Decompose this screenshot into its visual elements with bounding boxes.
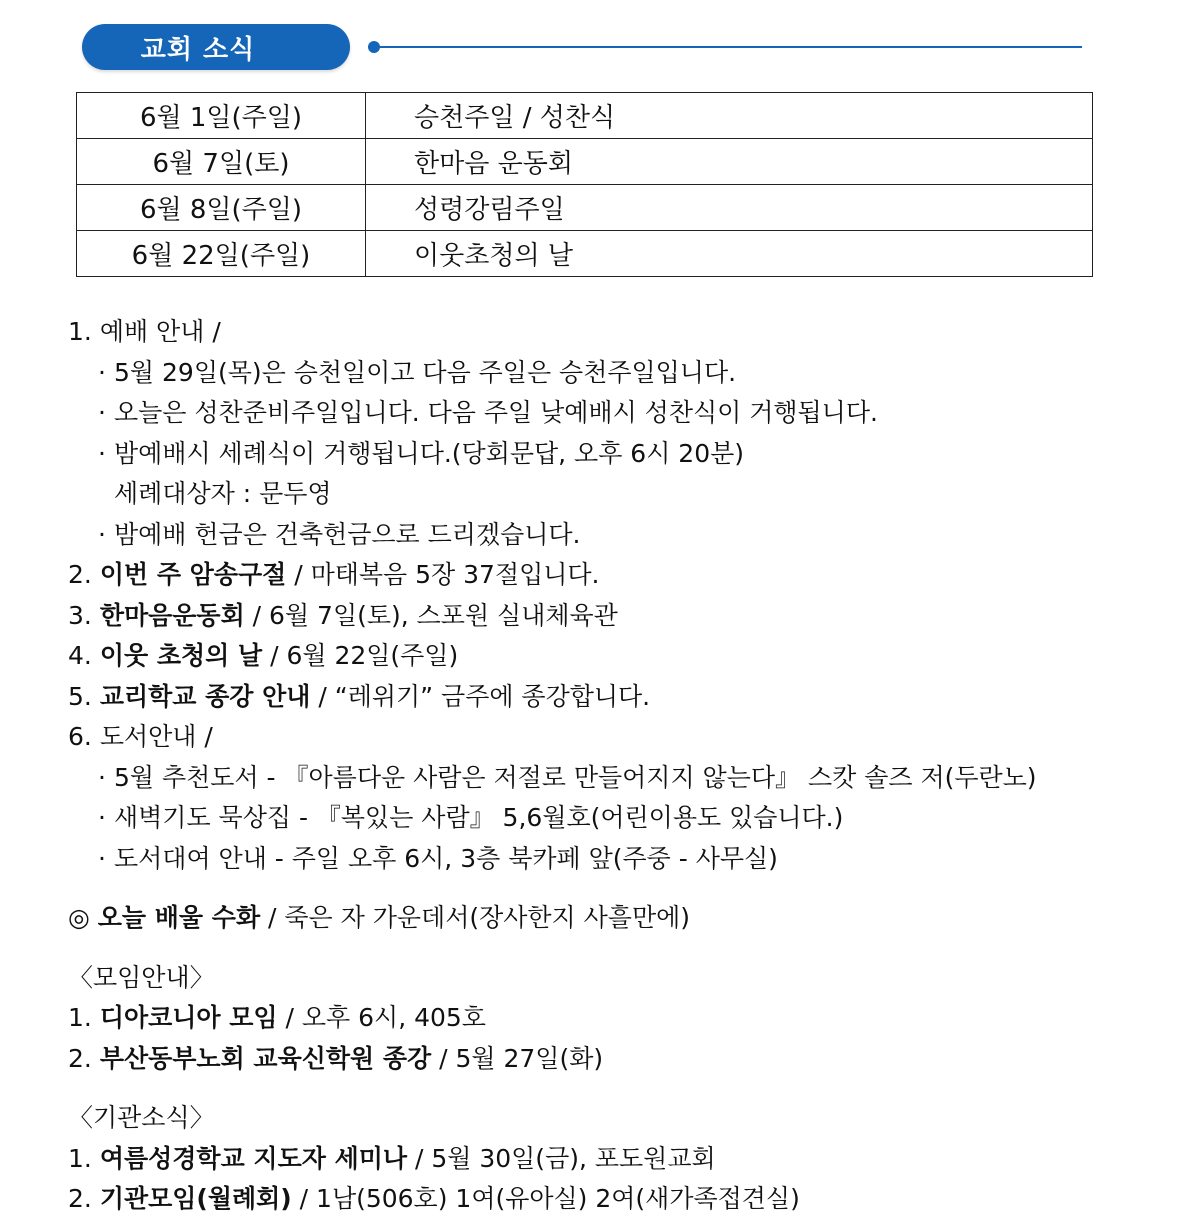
notice-number: 2. — [68, 560, 92, 589]
item-detail: / 1남(506호) 1여(유아실) 2여(새가족접견실) — [291, 1184, 800, 1213]
notices-body — [68, 312, 1037, 1220]
header-divider — [378, 46, 1082, 48]
item-detail: / 5월 27일(화) — [431, 1043, 604, 1073]
schedule-event: 이웃초청의 날 — [366, 231, 1093, 277]
notice-detail: / 6월 7일(토), 스포원 실내체육관 — [244, 600, 618, 630]
notice-1-bullet: · 밤예배시 세례식이 거행됩니다.(당회문답, 오후 6시 20분) — [68, 434, 1037, 475]
hymn-title: 오늘 배울 수화 — [97, 903, 261, 932]
item-number: 1. — [68, 1143, 92, 1173]
meeting-item — [68, 1039, 1037, 1080]
org-news-item — [68, 1179, 1037, 1220]
org-news-item — [68, 1139, 1037, 1180]
schedule-table — [76, 92, 1093, 277]
meetings-heading: 〈모임안내〉 — [68, 962, 215, 992]
meeting-item — [68, 998, 1037, 1039]
notice-number: 4. — [68, 641, 92, 670]
notice-1-bullet: · 밤예배 헌금은 건축헌금으로 드리겠습니다. — [68, 515, 1037, 556]
baptism-candidate: 세례대상자 : 문두영 — [114, 479, 332, 508]
schedule-date: 6월 22일(주일) — [77, 231, 366, 277]
notice-6-heading — [68, 717, 1037, 758]
item-title: 디아코니아 모임 — [99, 1003, 278, 1032]
schedule-event: 한마음 운동회 — [366, 139, 1093, 185]
table-row — [77, 231, 1093, 277]
separator: / — [196, 722, 213, 751]
item-title: 부산동부노회 교육신학원 종강 — [99, 1043, 432, 1073]
notice-title: 예배 안내 — [99, 317, 205, 346]
table-row — [77, 93, 1093, 139]
notice-1-bullet: · 오늘은 성찬준비주일입니다. 다음 주일 낮예배시 성찬식이 거행됩니다. — [68, 393, 1037, 434]
notice-detail: / 마태복음 5장 37절입니다. — [286, 560, 600, 589]
notice-detail: / 6월 22일(주일) — [262, 641, 459, 670]
item-number: 2. — [68, 1184, 92, 1213]
notice-title: 한마음운동회 — [99, 600, 245, 630]
hymn-detail: / 죽은 자 가운데서(장사한지 사흘만에) — [260, 903, 691, 932]
notice-number: 3. — [68, 600, 92, 630]
item-detail: / 5월 30일(금), 포도원교회 — [407, 1143, 716, 1173]
notice-6-bullet: · 새벽기도 묵상집 - 『복있는 사람』 5,6월호(어린이용도 있습니다.) — [68, 798, 1037, 839]
table-row — [77, 185, 1093, 231]
schedule-date: 6월 1일(주일) — [77, 93, 366, 139]
notice-number: 6. — [68, 722, 92, 751]
notice-1-heading — [68, 312, 1037, 353]
notice-2 — [68, 555, 1037, 596]
notice-4 — [68, 636, 1037, 677]
double-circle-icon: ◎ — [68, 903, 90, 932]
section-header — [82, 24, 1092, 72]
schedule-event: 승천주일 / 성찬식 — [366, 93, 1093, 139]
separator: / — [204, 317, 221, 346]
notice-number: 1. — [68, 317, 92, 346]
notice-title: 교리학교 종강 안내 — [99, 681, 311, 711]
notice-title: 이번 주 암송구절 — [99, 560, 287, 589]
table-row — [77, 139, 1093, 185]
section-title: 교회 소식 — [140, 34, 256, 65]
item-number: 2. — [68, 1043, 92, 1073]
schedule-date: 6월 7일(토) — [77, 139, 366, 185]
notice-6-bullet: · 도서대여 안내 - 주일 오후 6시, 3층 북카페 앞(주중 - 사무실) — [68, 839, 1037, 880]
notice-number: 5. — [68, 681, 92, 711]
notice-5 — [68, 677, 1037, 718]
item-title: 기관모임(월례회) — [99, 1184, 292, 1213]
schedule-date: 6월 8일(주일) — [77, 185, 366, 231]
notice-1-bullet: · 5월 29일(목)은 승천일이고 다음 주일은 승천주일입니다. — [68, 353, 1037, 394]
notice-title: 이웃 초청의 날 — [99, 641, 263, 670]
notice-detail: / “레위기” 금주에 종강합니다. — [310, 681, 651, 711]
sign-language-notice — [68, 898, 1037, 939]
section-title-badge — [82, 24, 350, 70]
schedule-event: 성령강림주일 — [366, 185, 1093, 231]
org-news-heading: 〈기관소식〉 — [68, 1103, 215, 1132]
notice-6-bullet: · 5월 추천도서 - 『아름다운 사람은 저절로 만들어지지 않는다』 스캇 솔즈 저(두란노) — [68, 758, 1037, 799]
item-detail: / 오후 6시, 405호 — [277, 1003, 486, 1032]
notice-3 — [68, 596, 1037, 637]
item-number: 1. — [68, 1003, 92, 1032]
notice-title: 도서안내 — [99, 722, 197, 751]
item-title: 여름성경학교 지도자 세미나 — [99, 1143, 408, 1173]
